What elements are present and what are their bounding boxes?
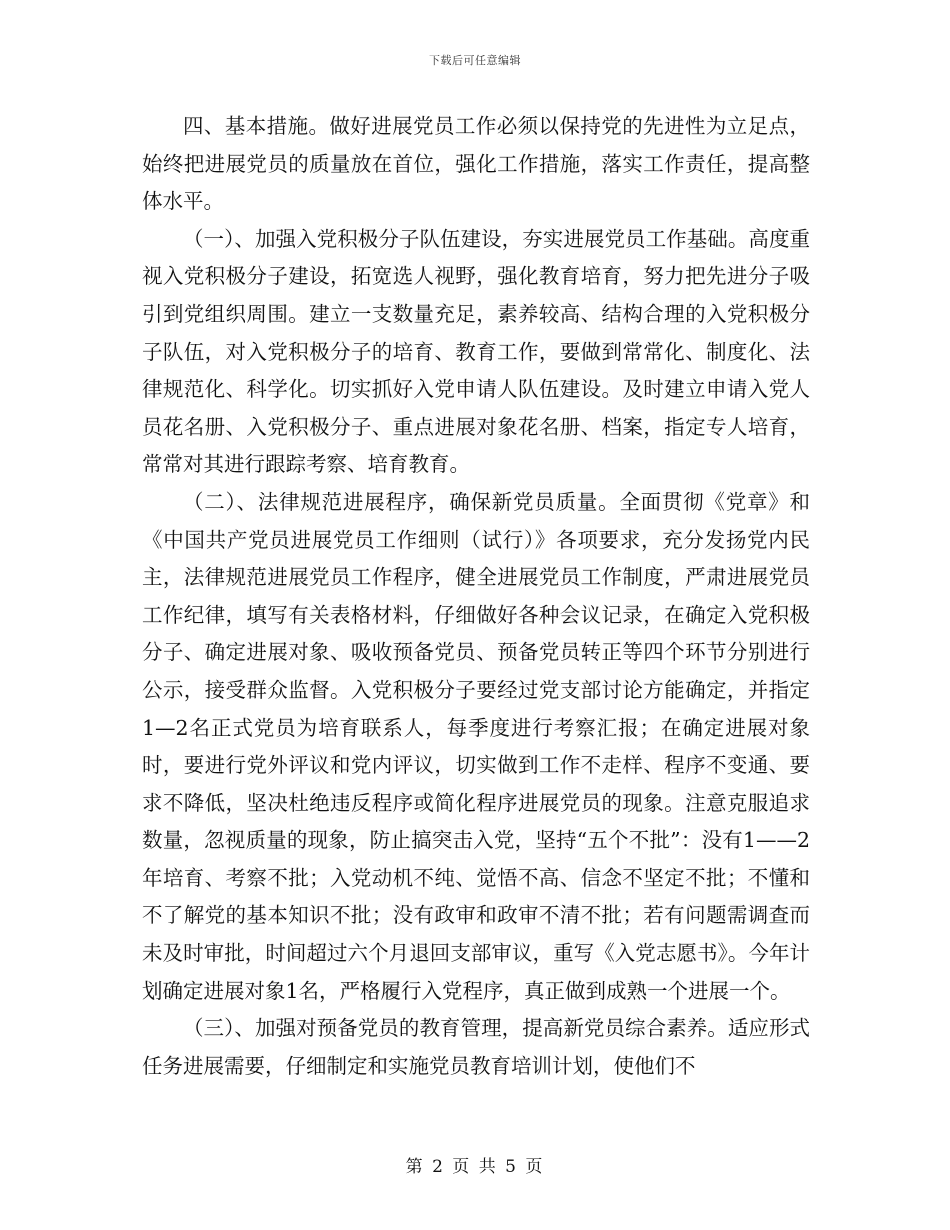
paragraph-activist-team: （一）、加强入党积极分子队伍建设，夯实进展党员工作基础。高度重视入党积极分子建设，拓宽选人视野，强化教育培育，努力把先进分子吸引到党组织周围。建立一支数量充足，素养较高、结构合理的入党积极分子队伍，对入党积极分子的培育、教育工作，要做到常常化、制度化、法律规范化、科学化。切实抓好入党申请人队伍建设。及时建立申请入党人员花名册、入党积极分子、重点进展对象花名册、档案，指定专人培育，常常对其进行跟踪考察、培育教育。 <box>142 226 810 477</box>
paragraph-probationary-members: （三）、加强对预备党员的教育管理，提高新党员综合素养。适应形式任务进展需要，仔细制定和实施党员教育培训计划，使他们不 <box>142 1016 810 1078</box>
page-header-note: 下载后可任意编辑 <box>429 54 521 67</box>
paragraph-basic-measures: 四、基本措施。做好进展党员工作必须以保持党的先进性为立足点，始终把进展党员的质量放在首位，强化工作措施，落实工作责任，提高整体水平。 <box>142 114 810 214</box>
page-number: 第 2 页 共 5 页 <box>405 1157 545 1177</box>
document-body <box>142 108 810 1085</box>
paragraph-standard-procedure: （二）、法律规范进展程序，确保新党员质量。全面贯彻《党章》和《中国共产党员进展党员工作细则（试行）》各项要求，充分发扬党内民主，法律规范进展党员工作程序，健全进展党员工作制度，严肃进展党员工作纪律，填写有关表格材料，仔细做好各种会议记录，在确定入党积极分子、确定进展对象、吸收预备党员、预备党员转正等四个环节分别进行公示，接受群众监督。入党积极分子要经过党支部讨论方能确定，并指定1—2名正式党员为培育联系人，每季度进行考察汇报；在确定进展对象时，要进行党外评议和党内评议，切实做到工作不走样、程序不变通、要求不降低，坚决杜绝违反程序或简化程序进展党员的现象。注意克服追求数量，忽视质量的现象，防止搞突击入党，坚持“五个不批”：没有1——2年培育、考察不批；入党动机不纯、觉悟不高、信念不坚定不批；不懂和不了解党的基本知识不批；没有政审和政审不清不批；若有问题需调查而未及时审批，时间超过六个月退回支部审议，重写《入党志愿书》。今年计划确定进展对象1名，严格履行入党程序，真正做到成熟一个进展一个。 <box>142 489 810 1003</box>
